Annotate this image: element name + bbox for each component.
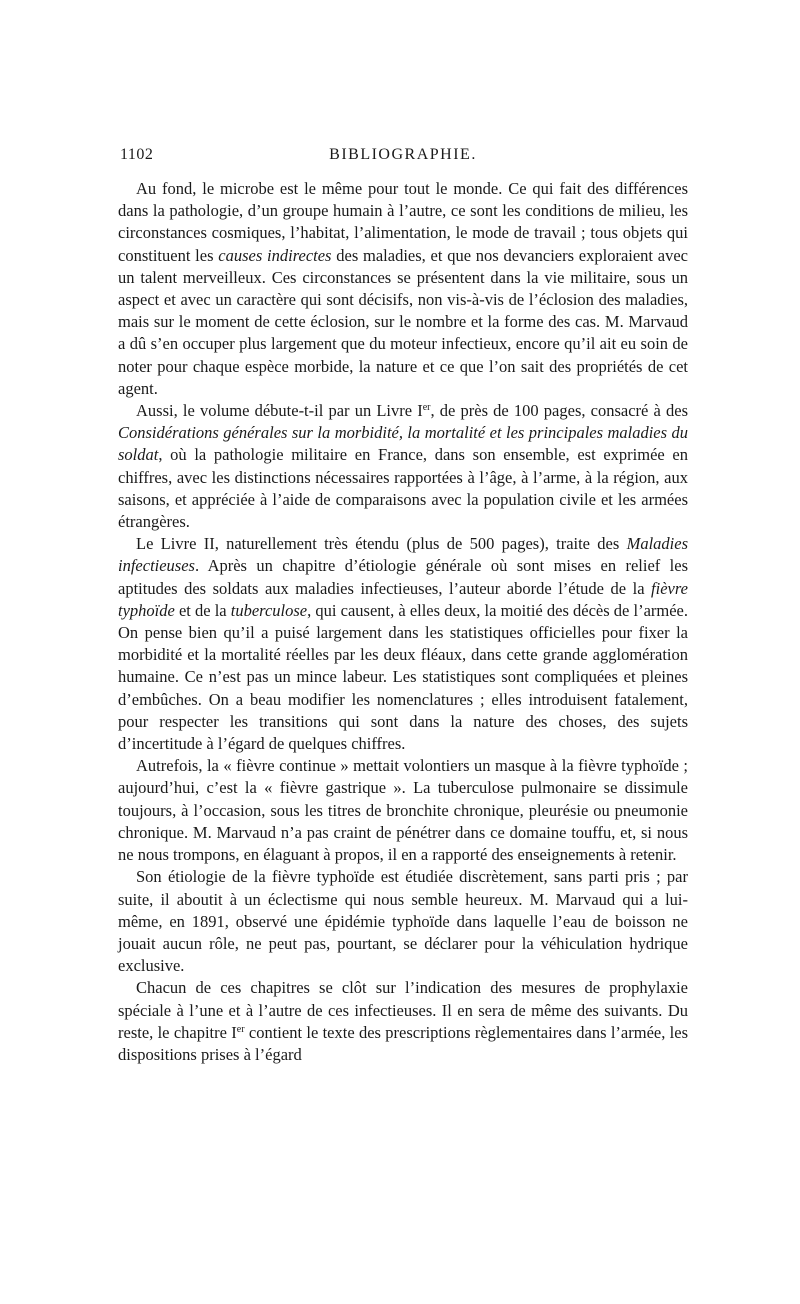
- text-run: contient le texte des prescriptions règlementaires dans l’armée, les dispositions prises à l’égard: [118, 1022, 688, 1064]
- text-run: et de la: [174, 600, 231, 620]
- body-text: [118, 178, 688, 1066]
- text-run: Au fond, le microbe est le même pour tout le monde. Ce qui fait des différences dans la pathologie, d’un groupe humain à l’autre, ce sont les conditions de milieu, les circonstances cosmiques, l’habitat, l’alimentation, le mode de travail ; tous objets qui constituent les: [118, 179, 688, 265]
- italic-phrase: fièvre typhoïde: [118, 578, 688, 620]
- page-number: 1102: [120, 146, 154, 163]
- italic-phrase: tuberculose: [230, 600, 308, 620]
- text-run: , qui causent, à elles deux, la moitié des décès de l’armée. On pense bien qu’il a puisé largement dans les statistiques officielles pour fixer la morbidité et la mortalité réelles par les deux fléaux, dans cette grande agglomération humaine. Ce n’est pas un mince labeur. Les statistiques sont compliquées et pleines d’embûches. On a beau modifier les nomenclatures ; elles introduisent fatalement, pour respecter les transitions qui sont dans la nature des choses, des sujets d’incertitude à l’égard de quelques chiffres.: [118, 600, 688, 754]
- paragraph: [118, 755, 688, 866]
- text-run: Son étiologie de la fièvre typhoïde est étudiée discrètement, sans parti pris ; par suite, il aboutit à un éclectisme qui nous semble heureux. M. Marvaud qui a lui-même, en 1891, observé une épidémie typhoïde dans laquelle l’eau de boisson ne jouait aucun rôle, ne peut pas, pourtant, se déclarer pour la véhiculation hydrique exclusive.: [118, 867, 688, 976]
- running-head: [118, 146, 688, 168]
- italic-phrase: causes indirectes: [218, 245, 332, 265]
- text-run: Autrefois, la « fièvre continue » mettait volontiers un masque à la fièvre typhoïde ; aujourd’hui, c’est la « fièvre gastrique ». La tuberculose pulmonaire se dissimule toujours, à l’occasion, sous les titres de bronchite chronique, pleurésie ou pneumonie chronique. M. Marvaud n’a pas craint de pénétrer dans ce domaine touffu, et, si nous ne nous trompons, en élaguant à propos, il en a rapporté des enseignements à retenir.: [118, 756, 688, 865]
- italic-phrase: Maladies infectieuses: [118, 534, 688, 576]
- paragraph: [118, 977, 688, 1066]
- text-run: . Après un chapitre d’étiologie générale où sont mises en relief les aptitudes des soldats aux maladies infectieuses, l’auteur aborde l’étude de la: [118, 556, 688, 598]
- italic-phrase: Considérations générales sur la morbidité, la mortalité et les principales maladies du soldat: [118, 423, 688, 465]
- text-run: , où la pathologie militaire en France, dans son ensemble, est exprimée en chiffres, avec les distinctions nécessaires rapportées à l’âge, à l’arme, à la région, aux saisons, et appréciée à l’aide de comparaisons avec la population civile et les armées étrangères.: [118, 445, 688, 532]
- paragraph: [118, 533, 688, 755]
- text-run: Aussi, le volume débute-t-il par un Livre I: [136, 401, 423, 421]
- text-run: des maladies, et que nos devanciers exploraient avec un talent merveilleux. Ces circonstances se présentent dans la vie militaire, sous un aspect et avec un caractère qui sont décisifs, non vis-à-vis de l’éclosion des maladies, mais sur le moment de cette éclosion, sur le nombre et la forme des cas. M. Marvaud a dû s’en occuper plus largement que du moteur infectieux, encore qu’il ait eu soin de noter pour chaque espèce morbide, la nature et ce que l’on sait des propriétés de cet agent.: [118, 245, 688, 398]
- text-run: Le Livre II, naturellement très étendu (plus de 500 pages), traite des: [136, 534, 627, 554]
- book-page: [118, 146, 688, 1066]
- running-title: BIBLIOGRAPHIE.: [329, 146, 477, 163]
- text-run: Chacun de ces chapitres se clôt sur l’indication des mesures de prophylaxie spéciale à l’une et à l’autre de ces infectieuses. Il en sera de même des suivants. Du reste, le chapitre I: [118, 978, 688, 1042]
- superscript: er: [236, 1023, 245, 1035]
- paragraph: [118, 178, 688, 400]
- paragraph: [118, 866, 688, 977]
- superscript: er: [422, 402, 431, 414]
- text-run: , de près de 100 pages, consacré à des: [430, 401, 688, 421]
- paragraph: [118, 400, 688, 533]
